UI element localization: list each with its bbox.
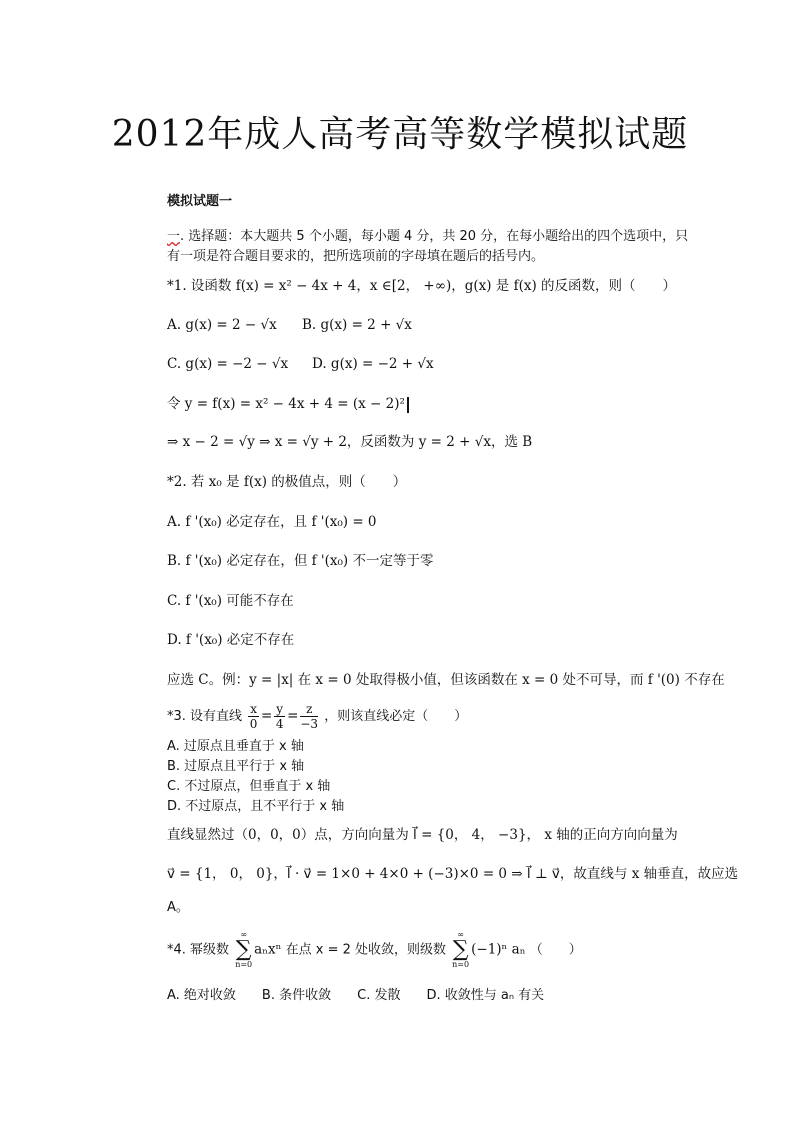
q2-stem: *2. 若 x₀ 是 f(x) 的极值点，则（ ）	[167, 474, 407, 490]
q4-stem	[167, 930, 582, 970]
q3-fraction-z	[300, 702, 318, 731]
q1-stem: *1. 设函数 f(x) = x² − 4x + 4，x ∈[2， +∞)，g(x) 是 f(x) 的反函数，则（ ）	[167, 278, 677, 294]
q2-option-b: B. f '(x₀) 必定存在，但 f '(x₀) 不一定等于零	[167, 553, 434, 569]
q1-option-a: A. g(x) = 2 − √x	[167, 317, 277, 333]
fraction-denominator: 0	[249, 717, 258, 731]
q3-solution-line-1: 直线显然过（0，0，0）点，方向向量为 l⃗ = {0， 4， −3}， x 轴的正向方向向量为	[167, 827, 678, 843]
q4-stem-prefix: *4. 幂级数	[167, 942, 230, 958]
page-title: 2012年成人高考高等数学模拟试题	[111, 114, 689, 155]
q3-stem-suffix: ，则该直线必定（ ）	[324, 709, 468, 724]
instructions-line-1	[167, 227, 688, 247]
q4-sum-1-body: aₙxⁿ	[254, 941, 282, 958]
q3-fraction-x	[248, 702, 259, 731]
q2-option-a: A. f '(x₀) 必定存在，且 f '(x₀) = 0	[167, 514, 377, 530]
q1-solution-line-2: ⇒ x − 2 = √y ⇒ x = √y + 2，反函数为 y = 2 + √x，选 B	[167, 434, 533, 450]
q1-solution-line-1	[167, 394, 409, 414]
section-number: 一	[167, 229, 181, 244]
q3-option-a: A. 过原点且垂直于 x 轴	[167, 739, 304, 754]
instructions-text: . 选择题：本大题共 5 个小题，每小题 4 分，共 20 分，在每小题给出的四个选项中，只	[180, 229, 689, 244]
q1-option-d: D. g(x) = −2 + √x	[312, 356, 434, 372]
fraction-denominator: 4	[275, 717, 284, 731]
instructions-line-2: 有一项是符合题目要求的，把所选项前的字母填在题后的括号内。	[167, 249, 545, 264]
sum-lower-limit: n=0	[235, 960, 253, 969]
q4-sum-1	[235, 930, 252, 970]
text-cursor	[407, 397, 409, 413]
q3-fraction-y	[274, 702, 285, 731]
q4-stem-middle: 在点 x = 2 处收敛，则级数	[285, 942, 447, 958]
q3-option-b: B. 过原点且平行于 x 轴	[167, 759, 305, 774]
q3-option-c: C. 不过原点，但垂直于 x 轴	[167, 779, 331, 794]
q4-sum-2	[452, 930, 469, 970]
q4-stem-suffix: （ ）	[529, 942, 582, 958]
sigma-symbol: ∑	[452, 937, 469, 962]
fraction-numerator: z	[300, 702, 318, 717]
q3-stem-prefix: *3. 设有直线	[167, 709, 243, 724]
q3-option-d: D. 不过原点，且不平行于 x 轴	[167, 799, 345, 814]
q4-options: A. 绝对收敛 B. 条件收敛 C. 发散 D. 收敛性与 aₙ 有关	[167, 988, 545, 1003]
q2-option-c: C. f '(x₀) 可能不存在	[167, 593, 294, 609]
sum-upper-limit: ∞	[240, 930, 247, 939]
q1-solution-text: 令 y = f(x) = x² − 4x + 4 = (x − 2)²	[167, 396, 405, 412]
sigma-symbol: ∑	[235, 937, 252, 962]
fraction-denominator: −3	[300, 717, 319, 731]
q3-solution-line-3: A。	[167, 900, 189, 915]
q2-solution: 应选 C。例：y = |x| 在 x = 0 处取得极小值，但该函数在 x = 0 处不可导，而 f '(0) 不存在	[167, 672, 725, 688]
fraction-numerator: y	[276, 702, 284, 716]
q3-solution-line-2: v⃗ = {1， 0， 0}，l⃗ · v⃗ = 1×0 + 4×0 + (−3)×0 = 0 ⇒ l⃗ ⊥ v⃗，故直线与 x 轴垂直，故应选	[167, 866, 739, 882]
fraction-numerator: x	[250, 702, 257, 716]
sum-lower-limit: n=0	[452, 960, 470, 969]
q1-option-c: C. g(x) = −2 − √x	[167, 356, 289, 372]
q2-option-d: D. f '(x₀) 必定不存在	[167, 632, 295, 648]
q1-option-b: B. g(x) = 2 + √x	[302, 317, 412, 333]
q3-stem: *3. 设有直线 $\frac{x}{0}$ = $\frac{y}{4}$ = $\frac{z}{-3}$ ，则该直线必定（ ）	[167, 702, 468, 731]
q4-sum-2-body: (−1)ⁿ aₙ	[471, 941, 526, 958]
sum-upper-limit: ∞	[457, 930, 464, 939]
section-heading: 模拟试题一	[167, 194, 233, 209]
